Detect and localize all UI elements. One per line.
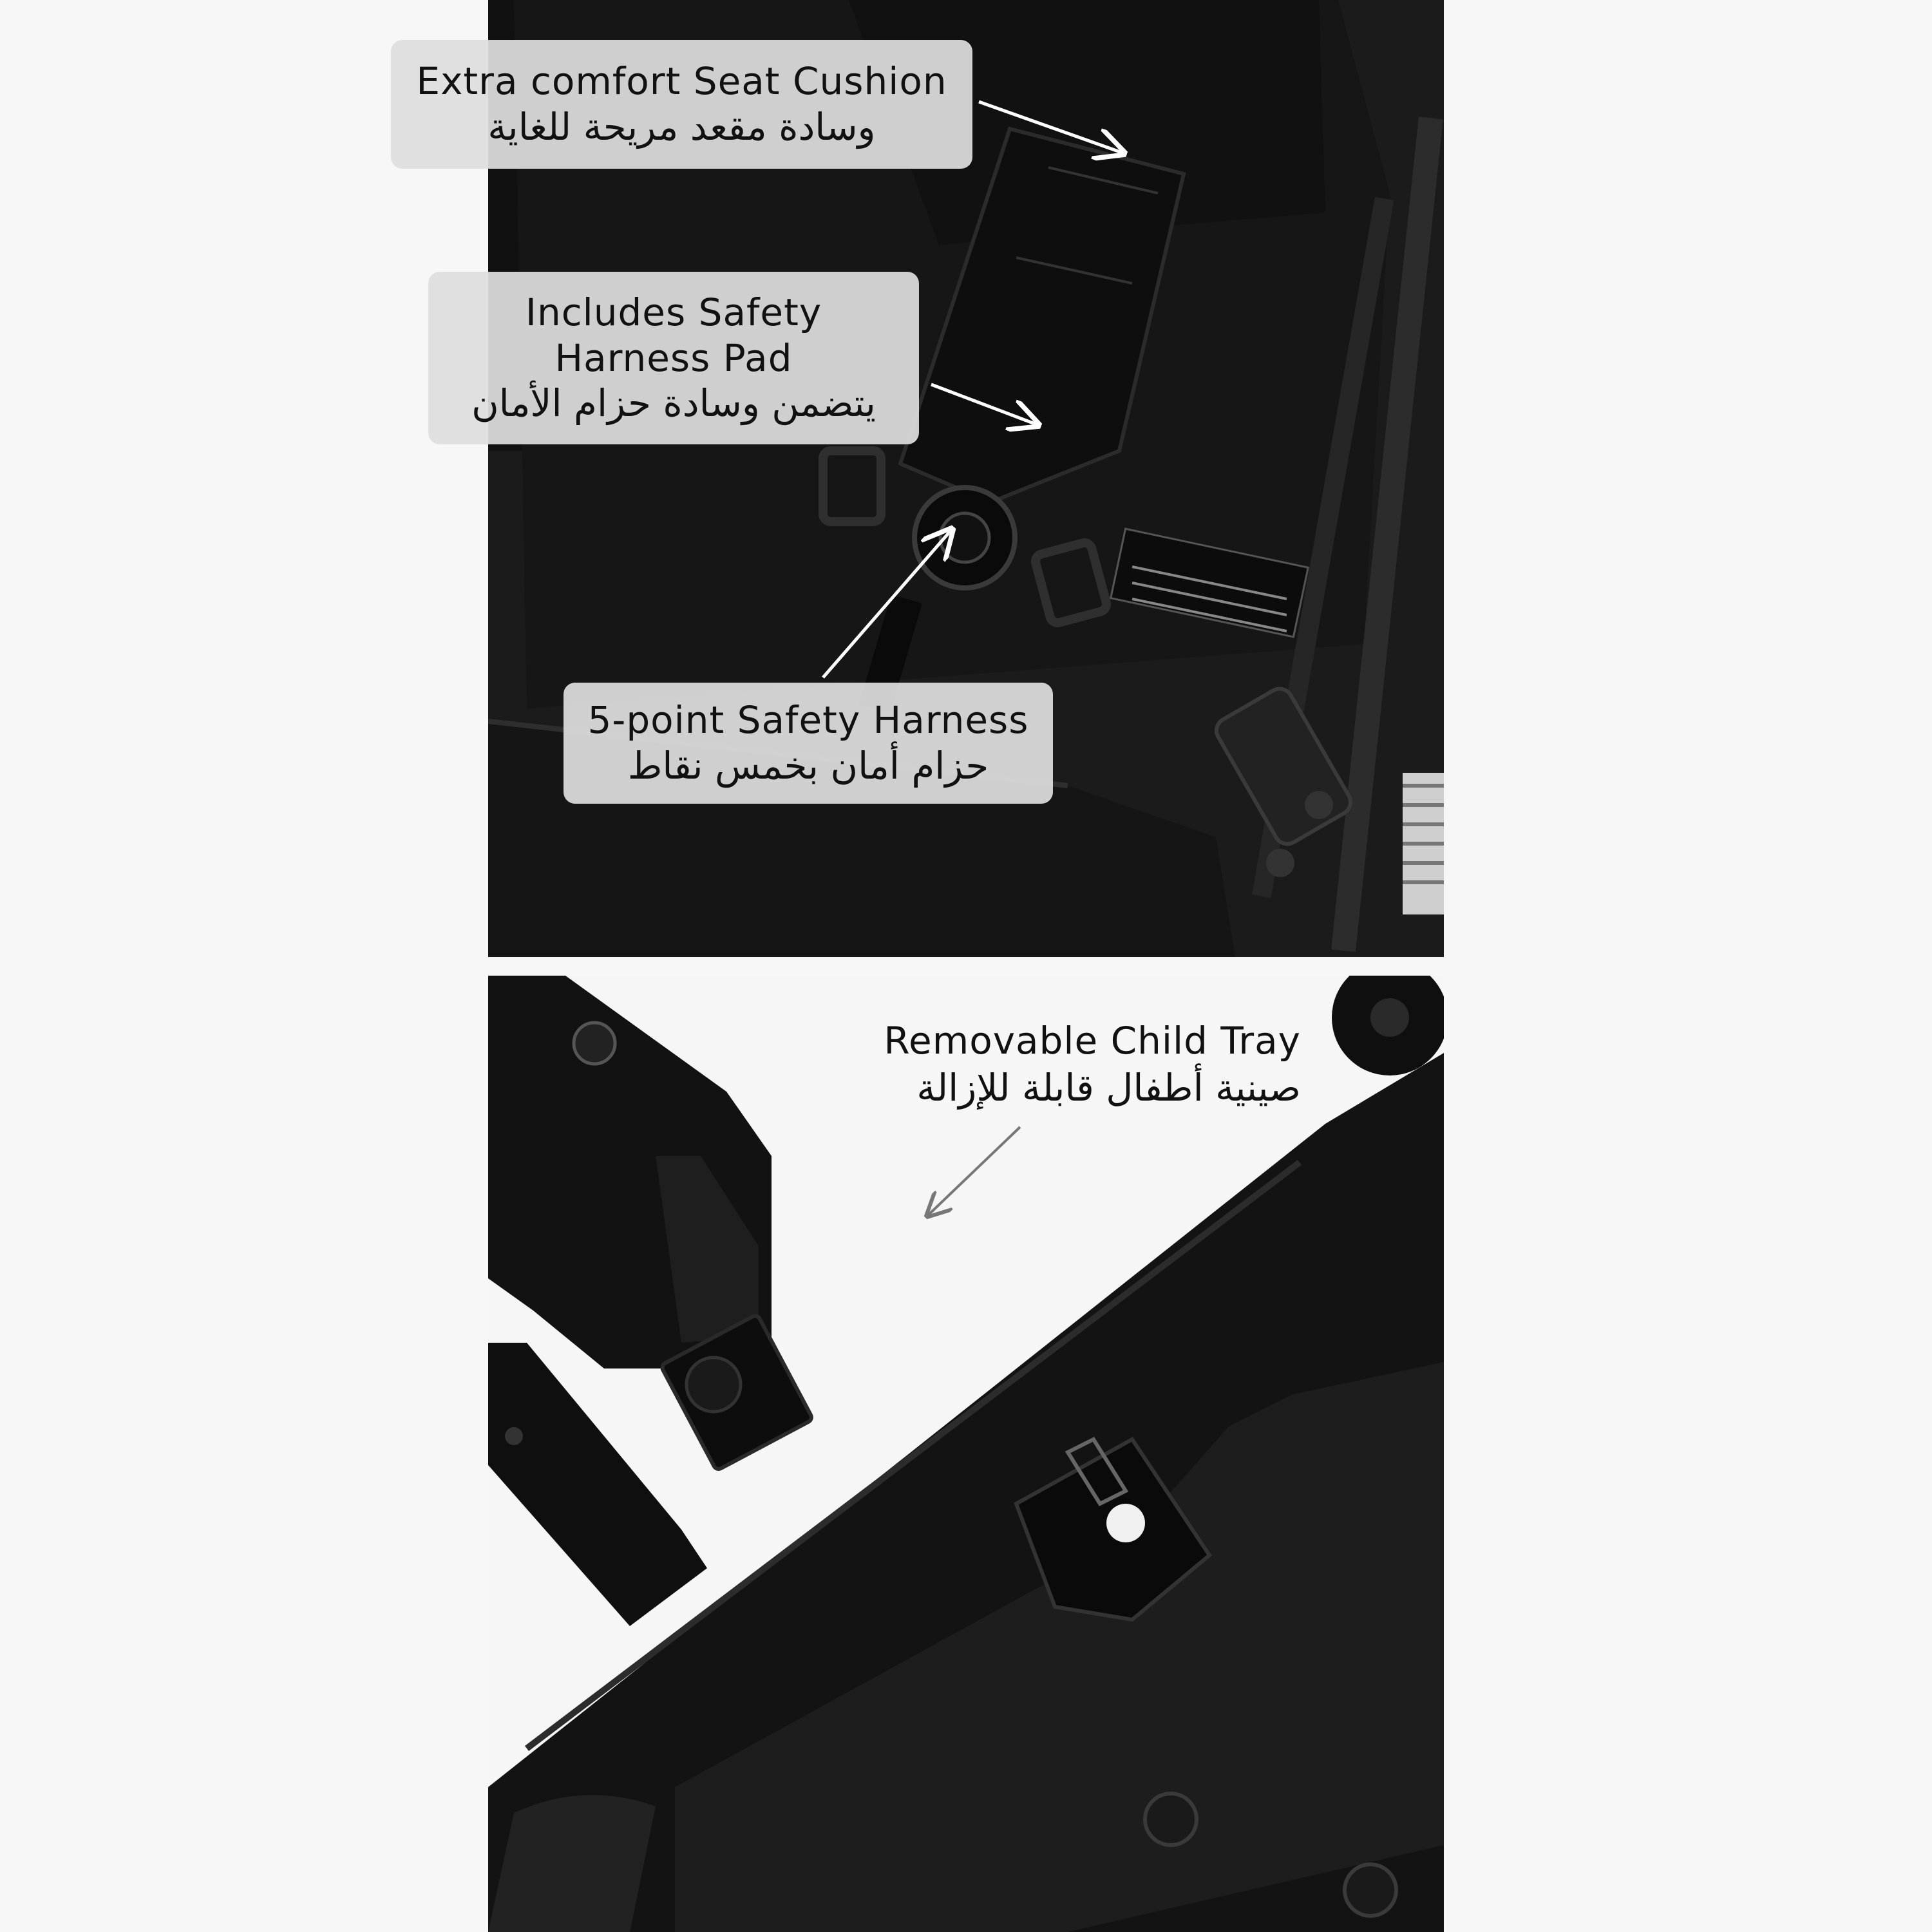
harness-pad-label-ar: يتضمن وسادة حزام الأمان [471, 381, 876, 426]
tray-photo [488, 976, 1444, 1932]
harness-label-ar: حزام أمان بخمس نقاط [627, 744, 989, 788]
callout-seat-cushion [391, 40, 972, 169]
callout-child-tray [824, 1018, 1301, 1111]
callout-safety-harness [564, 683, 1053, 804]
child-tray-label-ar: صينية أطفال قابلة للإزالة [916, 1065, 1301, 1110]
seat-cushion-label-ar: وسادة مقعد مريحة للغاية [488, 105, 876, 149]
harness-label-en: 5-point Safety Harness [587, 698, 1029, 743]
harness-pad-label-en-line1: Includes Safety [525, 290, 822, 334]
tray-illustration [488, 976, 1444, 1932]
callout-harness-pad [428, 272, 919, 444]
harness-pad-label-en-line2: Harness Pad [554, 336, 793, 380]
seat-cushion-label-en: Extra comfort Seat Cushion [416, 59, 947, 104]
child-tray-label-en: Removable Child Tray [884, 1019, 1301, 1063]
